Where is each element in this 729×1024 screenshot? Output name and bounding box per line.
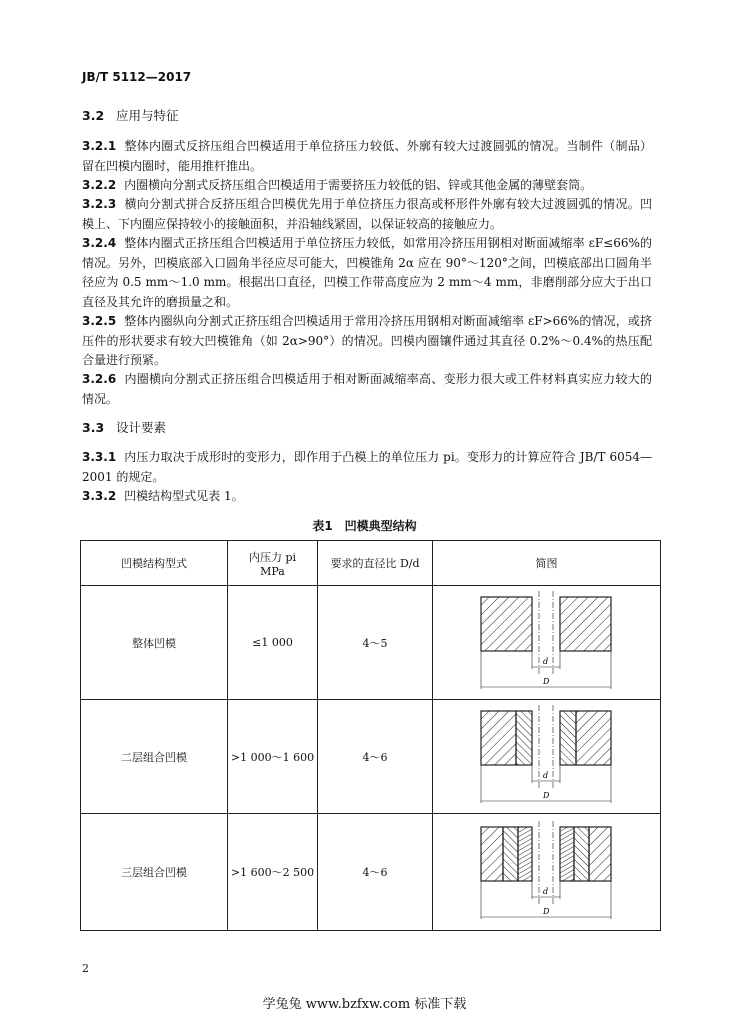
three-layer-die-diagram: [477, 819, 617, 923]
section-number: 3.2: [82, 108, 105, 123]
cell-diagram: [433, 700, 661, 814]
header-pressure-unit: MPa: [260, 564, 285, 578]
die-structure-table: [80, 540, 661, 931]
solid-die-diagram: [477, 589, 617, 693]
paragraph: [82, 487, 652, 507]
paragraph: [82, 370, 652, 409]
cell-type: 二层组合凹模: [81, 700, 228, 814]
table-caption: 表1 凹模典型结构: [312, 519, 417, 533]
cell-diagram: [433, 814, 661, 931]
paragraph-text: 整体内圈式正挤压组合凹模适用于单位挤压力较低，如常用冷挤压用钢相对断面减缩率 εF≤66%的情况。另外，凹模底部入口圆角半径应尽可能大，凹模锥角 2α 应在 90°～120°之间，凹模底部出口圆角半径应为 0.5 mm～1.0 mm。根据出口直径，凹模工作带高度应为 2 mm～4 mm，非磨削部分应大于出口直径及其允许的磨损量之和。: [82, 236, 652, 309]
paragraph: [82, 176, 652, 196]
inner-diameter-label: d: [542, 657, 548, 666]
cell-pressure: >1 600～2 500: [228, 814, 318, 931]
inner-diameter-label: d: [542, 771, 548, 780]
paragraph-text: 内圈横向分割式正挤压组合凹模适用于相对断面减缩率高、变形力很大或工件材料真实应力较大的情况。: [82, 372, 652, 406]
cell-type: 三层组合凹模: [81, 814, 228, 931]
table-row: [81, 586, 661, 700]
document-header: JB/T 5112—2017: [82, 70, 192, 84]
paragraph-number: 3.2.5: [82, 314, 117, 328]
cell-diagram: [433, 586, 661, 700]
paragraph-text: 整体内圈纵向分割式正挤压组合凹模适用于常用冷挤压用钢相对断面减缩率 εF>66%的情况，或挤压件的形状要求有较大凹模锥角（如 2α>90°）的情况。凹模内圈镶件通过其直径 0.2%～0.4%的热压配合量进行预紧。: [82, 314, 652, 367]
paragraph: [82, 137, 652, 176]
table-header-row: [81, 541, 661, 586]
two-layer-die-diagram: [477, 703, 617, 807]
section-heading: [82, 106, 179, 124]
cell-type: 整体凹模: [81, 586, 228, 700]
paragraph: [82, 234, 652, 312]
paragraph-number: 3.2.6: [82, 372, 117, 386]
paragraph-number: 3.2.3: [82, 197, 117, 211]
outer-diameter-label: D: [542, 677, 549, 686]
paragraph-text: 整体内圈式反挤压组合凹模适用于单位挤压力较低、外廓有较大过渡圆弧的情况。当制件（制品）留在凹模内圈时，能用推杆推出。: [82, 139, 652, 173]
header-ratio: 要求的直径比 D/d: [318, 541, 433, 586]
section-heading: [82, 418, 166, 436]
header-diagram: 简图: [433, 541, 661, 586]
cell-ratio: 4～6: [318, 814, 433, 931]
footer-watermark: 学兔兔 www.bzfxw.com 标准下载: [262, 997, 467, 1012]
paragraph-text: 凹模结构型式见表 1。: [124, 489, 244, 503]
paragraph-number: 3.2.2: [82, 178, 117, 192]
paragraph-text: 横向分割式拼合反挤压组合凹模优先用于单位挤压力很高或杯形件外廓有较大过渡圆弧的情况。凹模上、下内圈应保持较小的接触面积，并沿轴线紧固，以保证较高的接触应力。: [82, 197, 652, 231]
section-title: 设计要素: [115, 420, 166, 435]
paragraph-text: 内圈横向分割式反挤压组合凹模适用于需要挤压力较低的铝、锌或其他金属的薄壁套筒。: [124, 178, 593, 192]
paragraph: [82, 312, 652, 371]
header-type: 凹模结构型式: [81, 541, 228, 586]
table-row: [81, 814, 661, 931]
paragraph-number: 3.2.4: [82, 236, 117, 250]
cell-pressure: >1 000～1 600: [228, 700, 318, 814]
outer-diameter-label: D: [542, 906, 549, 916]
header-pressure: [228, 541, 318, 586]
table-row: [81, 700, 661, 814]
paragraph-number: 3.3.1: [82, 450, 117, 464]
outer-diameter-label: D: [542, 791, 549, 800]
cell-ratio: 4～5: [318, 586, 433, 700]
paragraph-number: 3.3.2: [82, 489, 117, 503]
cell-pressure: ≤1 000: [228, 586, 318, 700]
cell-ratio: 4～6: [318, 700, 433, 814]
paragraph: [82, 448, 652, 487]
paragraph-number: 3.2.1: [82, 139, 117, 153]
paragraph-text: 内压力取决于成形时的变形力，即作用于凸模上的单位压力 pi。变形力的计算应符合 JB/T 6054—2001 的规定。: [82, 450, 652, 484]
section-title: 应用与特征: [115, 108, 179, 123]
paragraph: [82, 195, 652, 234]
section-number: 3.3: [82, 420, 105, 435]
page-number: 2: [82, 962, 89, 975]
inner-diameter-label: d: [542, 886, 548, 896]
header-pressure-label: 内压力 pi: [248, 550, 297, 564]
